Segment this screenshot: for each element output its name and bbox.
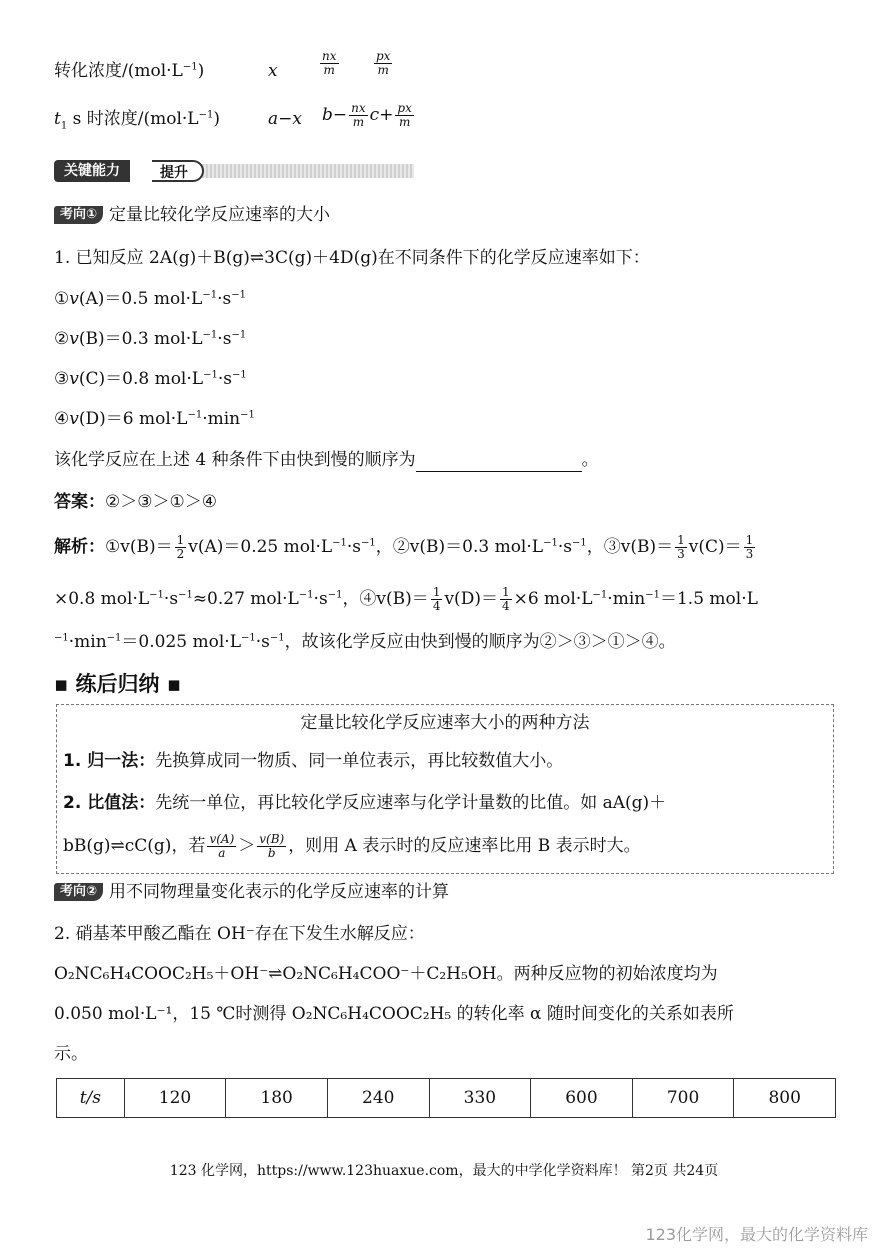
q2-heading [54,880,449,904]
t1-row: $t_1$ s 时浓度$/(mol\cdot L^{-1})$ [54,109,220,132]
q1-ask: 该化学反应在上述 4 种条件下由快到慢的顺序为 。 [54,450,599,470]
answer-blank [416,453,582,472]
table-cell: t/s [57,1079,125,1118]
q1-answer: 答案：②＞③＞①＞④ [54,492,217,512]
table-cell: 600 [531,1079,633,1118]
q2-title: 用不同物理量变化表示的化学反应速率的计算 [109,882,450,902]
conversion-c2 [372,50,394,77]
q1-item-2: ②v(B)＝0.3 $mol\cdot L^{-1}\cdot s^{-1}$ [54,329,247,349]
q1-analysis-1: 解析：①v(B)＝ $\frac{1}{2}$ v(A)＝0.25 $mol\cdot L^{-1}\cdot s^{-1}$，②v(B)＝0.3 $mol\cdot L^{-1}\cdot s^{-1}$，③v(B)＝ $\frac{1}{3}$ v(C)＝ $\frac{1}{3}$ [54,533,754,561]
summary-box [56,704,834,874]
q1-item-3: ③v(C)＝0.8 $mol\cdot L^{-1}\cdot s^{-1}$ [54,369,247,389]
summary-heading: ▪ 练后归纳 ▪ [54,672,182,696]
banner-left: 关键能力 [54,160,130,182]
table-row [57,1079,836,1118]
section-banner [54,160,414,182]
close-paren: ) [197,61,205,81]
q2-line2: 0.050 mol·L⁻¹，15 ℃时测得 O₂NC₆H₄COOC₂H₅ 的转化率 α 随时间变化的关系如表所 [54,1004,734,1024]
table-cell: 700 [632,1079,734,1118]
q1-item-1: ①v(A)＝0.5 $mol\cdot L^{-1}\cdot s^{-1}$ [54,289,246,309]
method-2-cont: bB(g)⇌cC(g)，若 $\frac{v(A)}{a}$ ＞ $\frac{v(B)}{b}$ ，则用 A 表示时的反应速率比用 B 表示时大。 [63,832,641,860]
table-cell: 800 [734,1079,836,1118]
q1-tag: 考向① [54,206,103,224]
q2-stem: 2. 硝基苯甲酸乙酯在 OH⁻存在下发生水解反应： [54,924,425,944]
table-cell: 120 [124,1079,226,1118]
q2-equation: O₂NC₆H₄COOC₂H₅＋OH⁻⇌O₂NC₆H₄COO⁻＋C₂H₅OH。两种反应物的初始浓度均为 [54,964,718,984]
conversion-row [54,56,204,86]
unit-sup: −1 [182,61,198,73]
t1-a: a−x [268,109,302,129]
q1-analysis-2: ×0.8 $mol\cdot L^{-1}\cdot s^{-1}\approx 0.27$ $mol\cdot L^{-1}\cdot s^{-1}$，④v(B)＝ $\frac{1}{4}$ v(D)＝ $\frac{1}{4}$ ×6 $mol\cdot L^{-1}\cdot\min^{-1}=1.5$ mol·L [54,585,758,613]
q2-tag: 考向② [54,883,103,901]
table-cell: 180 [226,1079,328,1118]
method-1: 1. 归一法：先换算成同一物质、同一单位表示，再比较数值大小。 [63,751,564,771]
banner-right: 提升 [152,160,204,182]
q1-stem: 1. 已知反应 2A(g)＋B(g)⇌3C(g)＋4D(g)在不同条件下的化学反应速率如下： [54,248,650,268]
q1-heading [54,203,330,227]
q1-item-4: ④v(D)＝6 $mol\cdot L^{-1}\cdot\min^{-1}$ [54,409,255,429]
fraction-px-m: $\frac{px}{m}$ [376,49,391,77]
table-cell: 240 [327,1079,429,1118]
q1-analysis-3: $^{-1}\cdot\min^{-1}=0.025$ $mol\cdot L^{-1}\cdot s^{-1}$，故该化学反应由快到慢的顺序为②＞③＞①＞④。 [54,632,676,652]
conversion-c1 [318,50,341,77]
q2-line3: 示。 [54,1044,88,1064]
method-2: 2. 比值法：先统一单位，再比较化学反应速率与化学计量数的比值。如 aA(g)＋ [63,793,667,813]
conversion-label: 转化浓度/(mol·L [54,61,183,81]
fraction-nx-m: $\frac{nx}{m}$ [322,49,337,77]
table-cell: 330 [429,1079,531,1118]
watermark: 123化学网，最大的化学资料库 [645,1225,868,1244]
page-footer: 123 化学网，https://www.123huaxue.com，最大的中学化学资料库！ 第2页 共24页 [169,1163,719,1179]
conversion-table [56,1078,836,1118]
summary-box-title: 定量比较化学反应速率大小的两种方法 [300,713,590,733]
q1-title: 定量比较化学反应速率的大小 [109,205,331,225]
conversion-x: x [268,61,278,81]
t1-b: b− $\frac{nx}{m}$ c+ $\frac{px}{m}$ [322,101,412,129]
